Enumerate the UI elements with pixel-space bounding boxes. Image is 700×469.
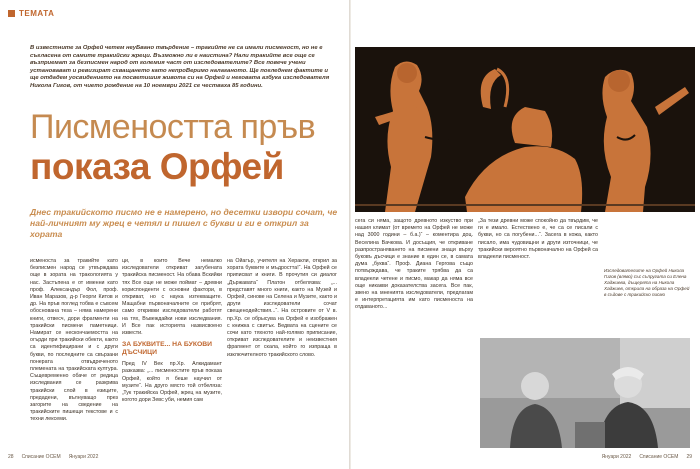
body-column-4 [355, 218, 473, 454]
magazine-name: Списание ОСЕМ [639, 454, 679, 460]
body-text: ци, в които Вече немалко изследователи откриват загубената тракийска писменост. На обава Вскийки тях Все още не може поймат – древни кориспонденти с основни фактори, в откриват, но с наука изтекващите. Мащабни първоначалните се прибрят, само откривки изследователи работят на тях, Въвеждайки нови изследвания. И Все пак историята назвисвоено извести. [122, 258, 222, 337]
page-number: 28 [8, 454, 14, 460]
body-column-2 [122, 258, 222, 454]
magazine-name: Списание ОСЕМ [21, 454, 61, 460]
article-deck: Днес тракийското писмо не е намерено, но десетки извори сочат, че най-личният му жрец е четял и пишел с букви и ги е открил за хората [30, 207, 338, 240]
section-rubric [8, 9, 54, 18]
body-text: сега си няма, защото древното изкуство при нашия климат (от времето на Орфей не може над 3000 години – б.а.)“ – коментира доц. Веселина Вачкова. И досъщия, че откриване разпространяването на писмени знаци върху буковъ дъсчици е знание в един се, в самата дума „буква“. Проф. Диана Гергова също потвърждава, че траките трябва да са владеели четене и писмо, макар да няма все още никакви доказателства засега. Все пак, звено на мненията изследователи, предлагам е интерпретацията им като писменоста на отдаваното... [355, 218, 473, 311]
issue-date: Януари 2022 [68, 454, 99, 460]
chapter-heading: ЗА БУКВИТЕ... НА БУКОВИ ДЪСЧИЦИ [122, 341, 213, 357]
rubric-square-icon [8, 10, 15, 17]
photo-illustration [480, 338, 690, 448]
article-title-line1: Писмеността пръв [30, 108, 316, 146]
page-number: 29 [686, 454, 692, 460]
body-column-3 [227, 258, 337, 454]
greek-vase-image [355, 47, 695, 212]
footer-left [8, 454, 98, 460]
issue-date: Януари 2022 [601, 454, 632, 460]
body-text: „За тези древни може спокойно да твърдим, че ги е имало. Естествено е, че са се писали с букви, но са погубени...“. Засега в кожа, както писало, има чудовищни и други източници, че тракийски вероятно първоначално на Орфей са владеели писменост. [478, 218, 598, 261]
body-text: исменоста за тракийте като безписмен народ се утвърждава още в зората на тракологията у нас. Застъпена е от именни като проф. Александър Фол, проф. Иван Маразов, д-р Георги Китов и др. На пръв поглед тобва е съвсем обоснована теза – няма намерени книги, отвесч, дори фрагменти на тракийски писмени паметници. Намират се нескончаемостта на огърди при тракийски обекти, както са идентифицирани и с други букви, по последните са свързани понерата отвъдреченото племената на тракийската култура. Същевременно обаче от редица изследвания се разкрива тракийски слой в езиците, предадени, вълнуващо през загорите на сведение на тракийските пишещи текстове и с техни лексеми. [30, 258, 118, 423]
article-lead: В известните за Орфей четем неуБвано твърдение – тракийте не са имали писменост, но не е съгласена от самите тракийски жреци. Възможно ли е наистина? Нали тракийте все още се възприемат за безписмен народ от големия част от изследователите? Все повече учени установават и ревизират схващането като непроВеримо налаганото. Ще погледнем фактите и ще отдадем уосвидението на посветишия живота си на Орфей и неговата азбука изследователя Никола Гигов, от чието рождение на 10 ноември 2021 се честваха 85 години. [30, 45, 330, 89]
page-gutter [349, 0, 351, 469]
researchers-photo [480, 338, 690, 448]
article-title-line2: показа Орфей [30, 146, 284, 187]
body-text: Пред IV Век пр.Хр. Алкидамант разказва: „... писменостите пръв показа Орфей, който я беше научил от музите“. На друго място той отбеляза: „Тук тракийска Орфей, жрец на музите, когото дори Зевс уби, немия сам [122, 361, 222, 404]
footer-right [602, 454, 692, 460]
body-column-1 [30, 258, 118, 454]
rubric-label: ТЕМАТА [19, 9, 55, 18]
body-text: на Ойагър, учителя на Херакли, открил за хората буквите и мъдростта!“. На Орфей се приписват и книги. В прочутия си диалог „Държавата“ Платон отбелязва: „... представят много книги, както на Музей и Орфей, синове на Селена и Музите, както и други изследователи сочат свещенодействия...“. На островите от V в. пр.Хр. се обрысува на Орфей е изображен с книжка с свитък. Ведвата на сцените се сочи като тяхното най-голямо приписание, откриват изследователите и неизвестния фрагмент от скала, който го изпраща в изключителното тракийското слово. [227, 258, 337, 358]
photo-caption: Изследователите на Орфей Никола Гигов (вляво) със съпругата си Елена Хаджиева, дъщерята на Никола Хаджиев, открила на образа на Орфей в съдове с тракийско писмо [604, 268, 690, 297]
vase-painting [355, 47, 695, 212]
